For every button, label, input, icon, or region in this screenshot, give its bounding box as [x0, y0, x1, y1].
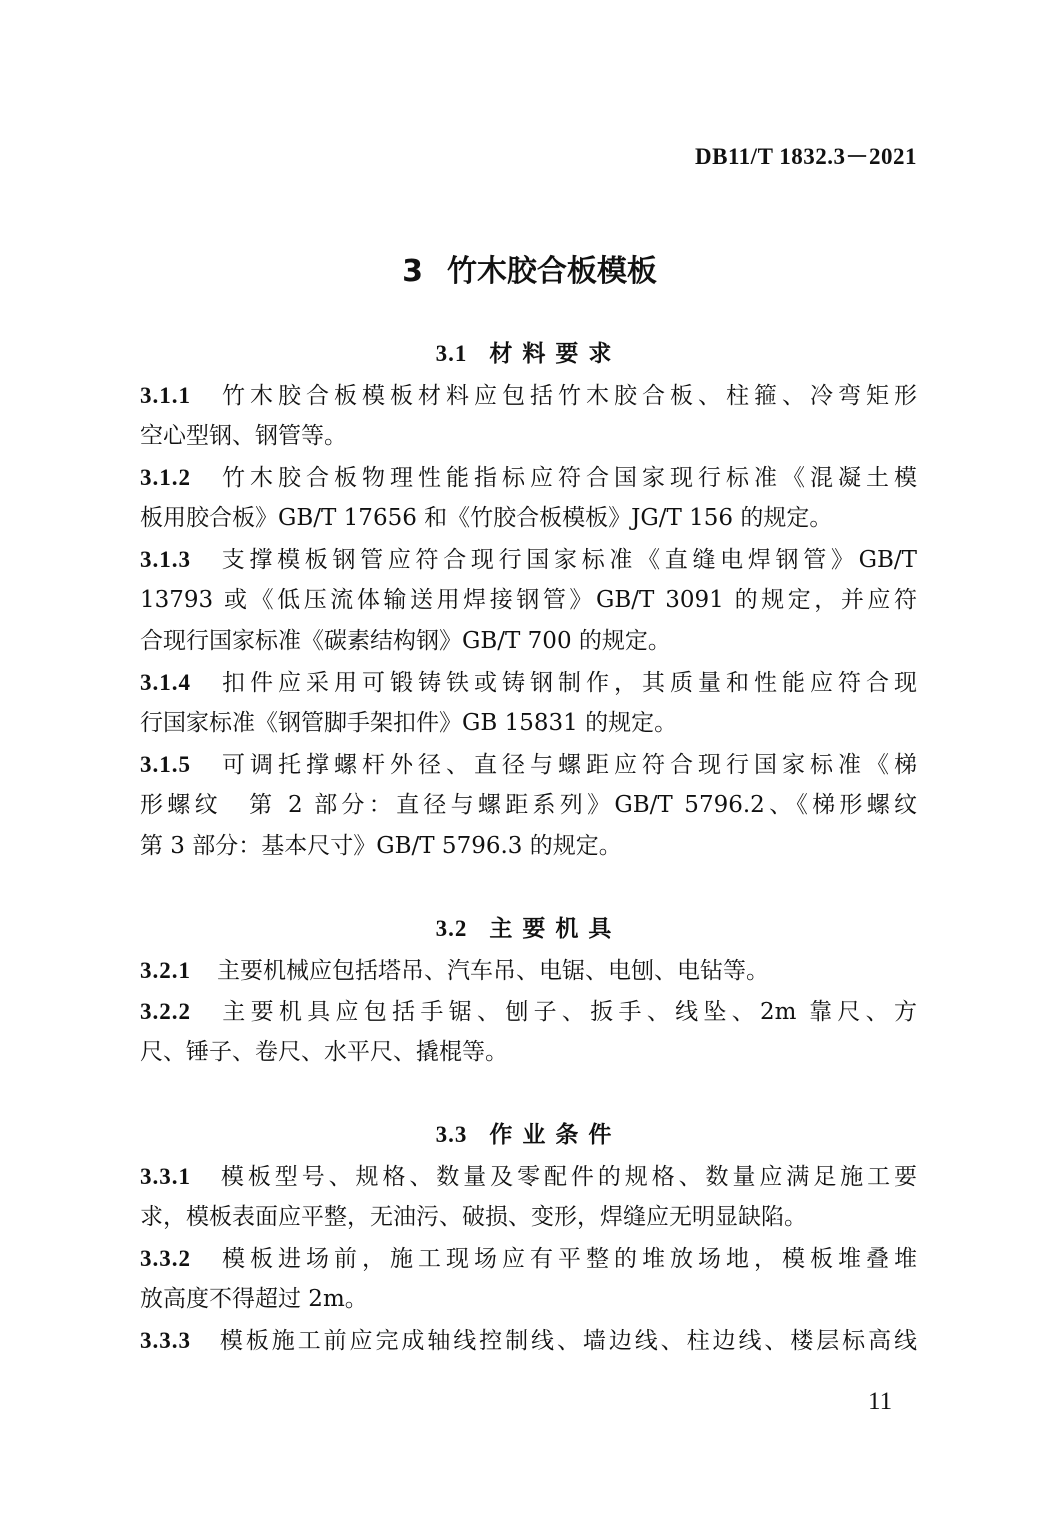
section-heading: [140, 332, 917, 375]
paragraph-line: [140, 498, 917, 539]
clause-number: 3.1.1: [140, 383, 191, 408]
document-body: [140, 332, 917, 1361]
paragraph-line: [140, 744, 917, 785]
paragraph-line: [140, 950, 917, 991]
clause-text: 可调托撑螺杆外径、直径与螺距应符合现行国家标准《梯: [217, 752, 917, 778]
section-title: 主要机具: [489, 916, 622, 942]
paragraph-line: [140, 621, 917, 662]
clause-number: 3.2.2: [140, 999, 191, 1024]
clause-text: 合现行国家标准《碳素结构钢》GB/T 700 的规定。: [140, 628, 671, 654]
clause-number: 3.3.1: [140, 1164, 191, 1189]
paragraph-line: [140, 662, 917, 703]
clause-number: 3.3.3: [140, 1328, 191, 1353]
paragraph-line: [140, 416, 917, 457]
paragraph-line: [140, 1156, 917, 1197]
paragraph-line: [140, 785, 917, 826]
clause-text: 放高度不得超过 2m。: [140, 1286, 368, 1312]
paragraph-line: [140, 826, 917, 867]
clause-text: 求，模板表面应平整，无油污、破损、变形，焊缝应无明显缺陷。: [140, 1204, 807, 1230]
clause-text: 第 3 部分：基本尺寸》GB/T 5796.3 的规定。: [140, 833, 622, 859]
paragraph-line: [140, 580, 917, 621]
clause-text: 尺、锤子、卷尺、水平尺、撬棍等。: [140, 1039, 508, 1065]
paragraph-line: [140, 457, 917, 498]
chapter-title: [0, 246, 1059, 290]
clause-number: 3.2.1: [140, 958, 191, 983]
section-title: 材料要求: [489, 341, 622, 367]
paragraph-line: [140, 539, 917, 580]
paragraph-line: [140, 375, 917, 416]
clause-text: 支撑模板钢管应符合现行国家标准《直缝电焊钢管》GB/T: [217, 547, 917, 573]
clause-number: 3.1.3: [140, 547, 191, 572]
section-number: 3.1: [435, 341, 468, 366]
paragraph-line: [140, 1032, 917, 1073]
clause-text: 扣件应采用可锻铸铁或铸钢制作，其质量和性能应符合现: [217, 670, 917, 696]
paragraph-line: [140, 1197, 917, 1238]
section-heading: [140, 1113, 917, 1156]
section-number: 3.3: [435, 1122, 468, 1147]
clause-text: 空心型钢、钢管等。: [140, 423, 347, 449]
clause-text: 行国家标准《钢管脚手架扣件》GB 15831 的规定。: [140, 710, 678, 736]
chapter-number: 3: [402, 254, 423, 289]
clause-text: 板用胶合板》GB/T 17656 和《竹胶合板模板》JG/T 156 的规定。: [140, 505, 833, 531]
clause-text: 主要机械应包括塔吊、汽车吊、电锯、电刨、电钻等。: [217, 958, 769, 984]
clause-text: 模板型号、规格、数量及零配件的规格、数量应满足施工要: [217, 1164, 917, 1190]
chapter-title-text: 竹木胶合板模板: [446, 254, 657, 289]
clause-text: 主要机具应包括手锯、刨子、扳手、线坠、2m 靠尺、方: [217, 999, 917, 1025]
page-number: 11: [868, 1388, 893, 1415]
clause-number: 3.1.4: [140, 670, 191, 695]
clause-text: 形螺纹 第 2 部分：直径与螺距系列》GB/T 5796.2、《梯形螺纹: [140, 792, 917, 818]
clause-text: 竹木胶合板物理性能指标应符合国家现行标准《混凝土模: [217, 465, 917, 491]
paragraph-line: [140, 1238, 917, 1279]
paragraph-line: [140, 1279, 917, 1320]
paragraph-line: [140, 703, 917, 744]
paragraph-line: [140, 991, 917, 1032]
section-title: 作业条件: [489, 1122, 622, 1148]
clause-text: 13793 或《低压流体输送用焊接钢管》GB/T 3091 的规定，并应符: [140, 587, 917, 613]
section-heading: [140, 907, 917, 950]
clause-text: 竹木胶合板模板材料应包括竹木胶合板、柱箍、冷弯矩形: [217, 383, 917, 409]
clause-number: 3.1.5: [140, 752, 191, 777]
paragraph-line: [140, 1320, 917, 1361]
standard-number: DB11/T 1832.3－2021: [695, 144, 917, 169]
clause-text: 模板进场前，施工现场应有平整的堆放场地，模板堆叠堆: [217, 1246, 917, 1272]
clause-number: 3.3.2: [140, 1246, 191, 1271]
clause-number: 3.1.2: [140, 465, 191, 490]
clause-text: 模板施工前应完成轴线控制线、墙边线、柱边线、楼层标高线: [217, 1328, 917, 1354]
section-number: 3.2: [435, 916, 468, 941]
